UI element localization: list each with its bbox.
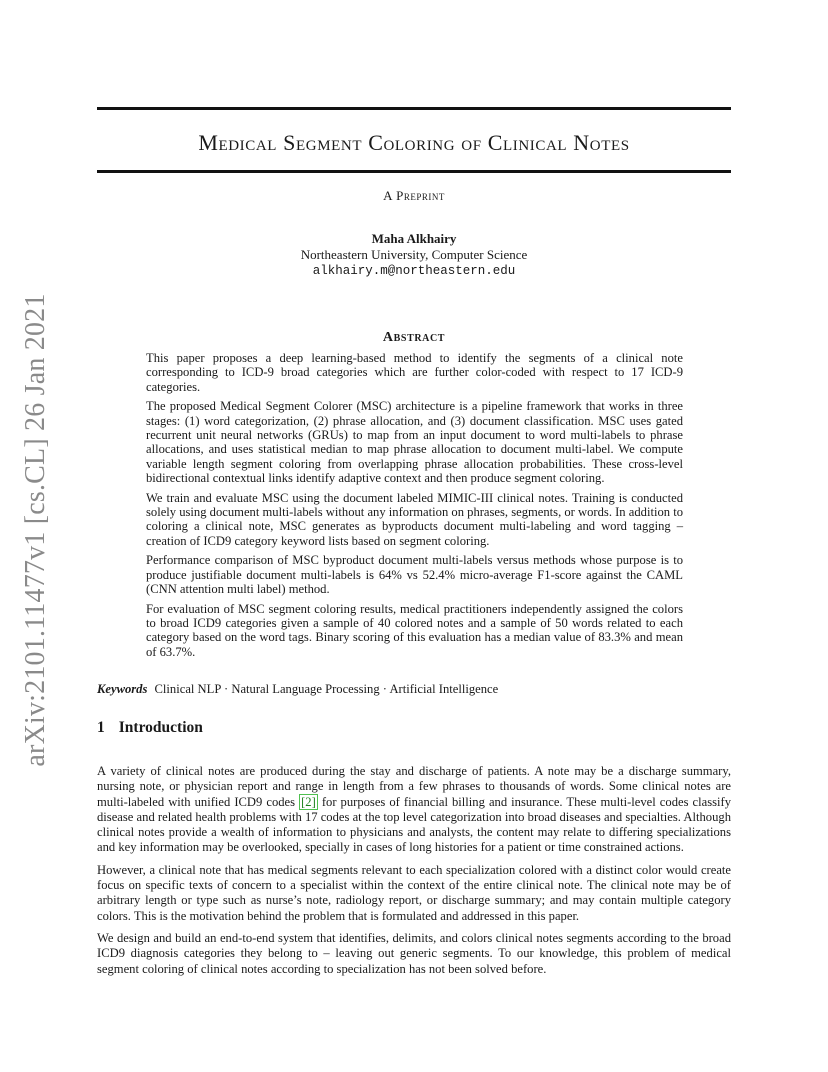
paper-title: Medical Segment Coloring of Clinical Notes [198, 130, 630, 155]
abstract-paragraph: The proposed Medical Segment Colorer (MSC) architecture is a pipeline framework that works in three stages: (1) word categorization, (2) phrase allocation, and (3) document classification. MSC uses gated recurrent unit neural networks (GRUs) to map from an input document to word multi-labels to phrase allocations, and uses statistical median to map phrase allocation to document multi-label. We compute variable length segment coloring from overlapping phrase allocation probabilities. These cross-level bidirectional contextual links identify adaptive context and then produce segment coloring. [146, 399, 683, 486]
abstract-paragraph: For evaluation of MSC segment coloring results, medical practitioners independently assigned the colors to broad ICD9 categories given a sample of 40 colored notes and a sample of 50 words related to each category based on the word tags. Binary scoring of this evaluation has a median value of 83.3% and mean of 63.7%. [146, 601, 683, 659]
abstract-body [146, 351, 683, 664]
introduction-body [97, 764, 731, 984]
author-block [97, 231, 731, 279]
body-paragraph: However, a clinical note that has medical segments relevant to each specialization colored with a distinct color would create focus on specific texts of concern to a specialist within the context of the entire clinical note. The clinical note may be of arbitrary length or type such as nurse’s note, radiology report, or discharge summary; and may contain multiple category colors. This is the motivation behind the problem that is formulated and addressed in this paper. [97, 862, 731, 923]
keywords-text: Clinical NLP · Natural Language Processing · Artificial Intelligence [154, 682, 499, 696]
abstract-heading: Abstract [382, 330, 446, 345]
keywords-label: Keywords [97, 682, 148, 696]
title-rule-top [97, 107, 731, 110]
paragraph-text: for purposes of financial billing and insurance. These multi-level codes classify disease and related health problems with 17 codes at the top level categorization into broad diseases and specialties. Although clinical notes provide a wealth of information to physicians and analysts, the content may relate to differing specializations and key information may be overlooked, specially in cases of long histories for a patient or time constrained actions. [97, 794, 731, 855]
abstract-paragraph: Performance comparison of MSC byproduct document multi-labels versus methods whose purpose is to produce justifiable document multi-labels is 64% vs 52.4% micro-average F1-score against the CAML (CNN attention multi label) method. [146, 553, 683, 597]
section-title: Introduction [118, 719, 203, 736]
paragraph-text: A variety of clinical notes are produced during the stay and discharge of patients. A note may be a discharge summary, nursing note, or physician report and range in length from a few phrases to thousands of words. Some clinical notes are multi-labeled with unified ICD9 codes [97, 764, 731, 809]
body-paragraph [97, 764, 731, 856]
section-heading-introduction [97, 719, 203, 737]
title-rule-bottom [97, 170, 731, 173]
author-affiliation: Northeastern University, Computer Science [300, 247, 528, 262]
abstract-paragraph: We train and evaluate MSC using the document labeled MIMIC-III clinical notes. Training is conducted solely using document multi-labels without any information on phrases, segments, or words. In addition to coloring a clinical note, MSC generates as byproducts document multi-labeling and word tagging – creation of ICD9 category keyword lists based on segment coloring. [146, 490, 683, 548]
arxiv-identifier: arXiv:2101.11477v1 [cs.CL] 26 Jan 2021 [20, 293, 51, 767]
citation-link[interactable]: [2] [301, 794, 316, 809]
abstract-paragraph: This paper proposes a deep learning-based method to identify the segments of a clinical note corresponding to ICD-9 broad categories which are further color-coded with respect to 17 ICD-9 categories. [146, 351, 683, 394]
body-paragraph: We design and build an end-to-end system that identifies, delimits, and colors clinical notes segments according to the broad ICD9 diagnosis categories they belong to – leaving out generic segments. To our knowledge, this problem of medical segment coloring of clinical notes according to specialization has not been solved before. [97, 930, 731, 976]
keywords-line [97, 682, 731, 697]
section-number: 1 [97, 719, 105, 736]
preprint-label: A Preprint [383, 188, 445, 203]
author-email: alkhairy.m@northeastern.edu [312, 264, 516, 278]
author-name: Maha Alkhairy [371, 231, 457, 246]
